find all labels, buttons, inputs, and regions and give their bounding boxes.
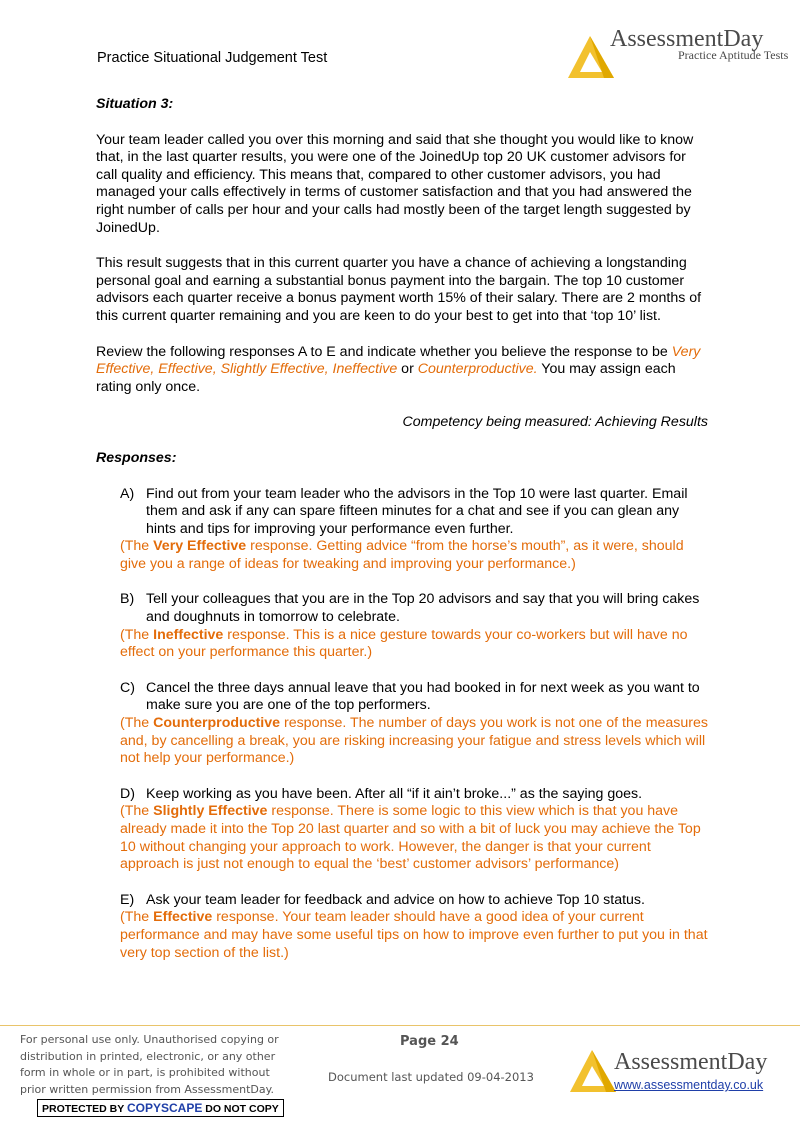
rating-label: Effective	[153, 909, 213, 926]
answer-prefix: (The	[120, 626, 154, 643]
answer-explanation: response. This is a nice gesture towards your co-workers but will have no effect on your performance this quarter.)	[120, 626, 688, 661]
response-b	[120, 591, 708, 626]
response-a	[120, 486, 708, 539]
response-text: Keep working as you have been. After all “if it ain’t broke...” as the saying goes.	[146, 785, 643, 802]
answer-explanation: response. There is some logic to this view which is that you have already made it into the Top 20 last quarter and so with a bit of luck you may achieve the Top 10 without changing your approach to work. However, the danger is that your current approach is just not enough to equal the ‘best’ customer advisors’ performance)	[120, 803, 701, 873]
situation-paragraph-2: This result suggests that in this current quarter you have a chance of achieving a longstanding personal goal and earning a substantial bonus payment into the bargain. The top 10 customer advisors each quarter receive a bonus payment worth 15% of their salary. There are 2 months of this current quarter remaining and you are keen to do your best to get into that ‘top 10’ list.	[96, 255, 702, 324]
rating-label: Very Effective	[153, 538, 247, 555]
response-text: Tell your colleagues that you are in the Top 20 advisors and say that you will bring cakes and doughnuts in tomorrow to celebrate.	[146, 591, 700, 626]
logo-tagline: Practice Aptitude Tests	[678, 48, 789, 62]
instruction-suffix: You may assign each rating only once.	[96, 361, 676, 395]
situation-paragraph-1: Your team leader called you over this morning and said that she thought you would like to know that, in the last quarter results, you were one of the JoinedUp top 20 UK customer advisors for call quality and efficiency. This means that, compared to other customer advisors, you had managed your calls effectively in terms of customer satisfaction and that you had answered the right number of calls per hour and your calls had mostly been of the target length suggested by JoinedUp.	[96, 131, 694, 236]
situation-heading: Situation 3:	[96, 96, 174, 112]
response-letter: C)	[120, 679, 135, 696]
rating-label: Counterproductive	[153, 715, 281, 732]
answer-prefix: (The	[120, 538, 154, 555]
rating-label: Slightly Effective	[153, 803, 268, 820]
answer-explanation: response. Your team leader should have a good idea of your current performance and may have some useful tips on how to improve even further to put you in that very top section of the list.)	[120, 909, 708, 961]
response-letter: D)	[120, 785, 135, 802]
instruction-paragraph	[96, 344, 708, 397]
response-text: Find out from your team leader who the advisors in the Top 10 were last quarter. Email them and ask if any can spare fifteen minutes for a chat and see if you can glean any hints and tips for improving your performance even further.	[146, 485, 688, 537]
answer-prefix: (The	[120, 909, 154, 926]
competency-note: Competency being measured: Achieving Results	[402, 414, 708, 431]
copyscape-brand: COPYSCAPE	[126, 1101, 203, 1115]
response-a-answer	[120, 538, 708, 573]
response-d	[120, 786, 708, 804]
answer-prefix: (The	[120, 803, 154, 820]
answer-explanation: response. The number of days you work is not one of the measures and, by cancelling a break, you are risking increasing your fatigue and stress levels which will not help your performance.)	[120, 715, 708, 767]
page-number: Page 24	[400, 1034, 459, 1049]
last-updated: Document last updated 09-04-2013	[328, 1070, 534, 1084]
response-e-answer	[120, 909, 708, 962]
response-d-answer	[120, 803, 708, 873]
website-link[interactable]: www.assessmentday.co.uk	[614, 1078, 764, 1092]
document-header-title: Practice Situational Judgement Test	[97, 50, 328, 66]
response-b-answer	[120, 627, 708, 662]
response-c	[120, 680, 708, 715]
response-e	[120, 892, 708, 910]
copyright-notice: For personal use only. Unauthorised copying or distribution in printed, electronic, or any other form in whole or in part, is prohibited without prior written permission from AssessmentDay.	[20, 1033, 279, 1096]
responses-heading: Responses:	[96, 449, 177, 466]
footer-divider	[0, 1025, 800, 1026]
copyscape-suffix: DO NOT COPY	[202, 1103, 279, 1115]
rating-options: Very Effective, Effective, Slightly Effective, Ineffective	[96, 343, 701, 378]
answer-explanation: response. Getting advice “from the horse’s mouth”, as it were, should give you a range of ideas for tweaking and improving your performance.)	[120, 538, 684, 572]
logo-brand-text: AssessmentDay	[610, 26, 764, 52]
response-letter: B)	[120, 591, 135, 608]
response-letter: E)	[120, 891, 135, 908]
document-body	[96, 96, 708, 962]
footer-logo	[562, 1040, 767, 1098]
counterproductive-option: Counterproductive.	[417, 361, 538, 378]
answer-prefix: (The	[120, 715, 154, 732]
copyscape-prefix: PROTECTED BY	[42, 1103, 127, 1115]
response-text: Cancel the three days annual leave that you had booked in for next week as you want to make sure you are one of the top performers.	[146, 679, 700, 714]
footer-logo-brand: AssessmentDay	[614, 1049, 768, 1075]
rating-label: Ineffective	[153, 626, 224, 643]
assessmentday-logo	[560, 26, 788, 84]
response-c-answer	[120, 715, 708, 768]
response-letter: A)	[120, 485, 135, 502]
or-text: or	[397, 361, 418, 378]
instruction-text: Review the following responses A to E and indicate whether you believe the response to be	[96, 343, 672, 360]
response-text: Ask your team leader for feedback and advice on how to achieve Top 10 status.	[146, 891, 645, 908]
copyscape-badge[interactable]	[37, 1099, 284, 1117]
